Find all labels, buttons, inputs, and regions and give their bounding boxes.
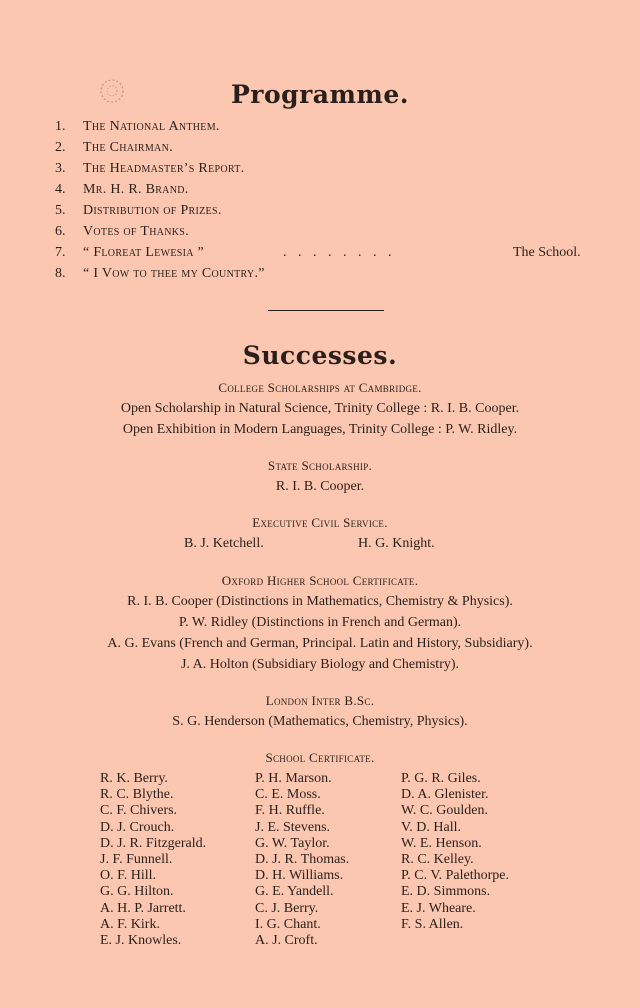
- state-line: R. I. B. Cooper.: [275, 479, 365, 494]
- list-item: R. C. Blythe.: [100, 787, 174, 803]
- section-divider: [268, 310, 384, 311]
- programme-item-text: The National Anthem.: [83, 119, 220, 134]
- school-certificate-column-1: [100, 771, 206, 949]
- list-item: R. K. Berry.: [100, 771, 168, 786]
- programme-item-text: Votes of Thanks.: [83, 224, 189, 239]
- london-heading: London Inter B.Sc.: [265, 693, 375, 708]
- programme-item-text: Mr. H. R. Brand.: [83, 182, 189, 197]
- programme-item-number: 6.: [55, 224, 66, 239]
- programme-item-number: 5.: [55, 203, 66, 218]
- list-item: D. J. R. Thomas.: [255, 851, 350, 867]
- programme-item-text: “ Floreat Lewesia ”: [83, 245, 205, 260]
- oxford-line: J. A. Holton (Subsidiary Biology and Chemistry).: [180, 657, 460, 672]
- programme-item-number: 3.: [55, 161, 66, 176]
- programme-item-number: 7.: [55, 245, 66, 260]
- list-item: P. G. R. Giles.: [401, 771, 481, 786]
- list-item: F. H. Ruffle.: [255, 803, 325, 819]
- list-item: G. W. Taylor.: [255, 835, 330, 851]
- programme-item: [55, 221, 615, 242]
- programme-item-number: 1.: [55, 119, 66, 134]
- programme-list: [55, 116, 615, 284]
- list-item: W. E. Henson.: [401, 835, 482, 851]
- list-item: G. E. Yandell.: [255, 884, 334, 900]
- programme-item-text: The Headmaster’s Report.: [83, 161, 245, 176]
- programme-item: [55, 137, 615, 158]
- programme-item: [55, 263, 615, 284]
- cambridge-heading: College Scholarships at Cambridge.: [218, 380, 422, 395]
- list-item: C. J. Berry.: [255, 900, 319, 916]
- programme-item-number: 4.: [55, 182, 66, 197]
- programme-item: [55, 158, 615, 179]
- programme-item: [55, 200, 615, 221]
- oxford-line: R. I. B. Cooper (Distinctions in Mathematics, Chemistry & Physics).: [127, 594, 513, 609]
- school-certificate-heading: School Certificate.: [265, 750, 375, 765]
- school-certificate-column-3: [401, 771, 509, 933]
- state-heading: State Scholarship.: [267, 458, 373, 473]
- list-item: J. F. Funnell.: [100, 851, 173, 867]
- list-item: I. G. Chant.: [255, 916, 321, 932]
- programme-title: Programme.: [230, 80, 409, 109]
- cambridge-line: Open Scholarship in Natural Science, Trinity College : R. I. B. Cooper.: [120, 401, 520, 416]
- list-item: D. J. R. Fitzgerald.: [100, 835, 207, 851]
- school-certificate-column-2: [255, 771, 349, 949]
- list-item: G. G. Hilton.: [100, 884, 174, 900]
- civil-service-heading: Executive Civil Service.: [252, 515, 388, 530]
- list-item: P. C. V. Palethorpe.: [401, 868, 509, 884]
- list-item: D. H. Williams.: [255, 868, 344, 884]
- programme-item-number: 2.: [55, 140, 66, 155]
- programme-item-text: “ I Vow to thee my Country.”: [83, 266, 265, 281]
- list-item: F. S. Allen.: [401, 916, 464, 932]
- programme-item-text: The Chairman.: [83, 140, 173, 155]
- list-item: R. C. Kelley.: [401, 851, 474, 867]
- list-item: W. C. Goulden.: [401, 803, 488, 819]
- civil-service-name: B. J. Ketchell.: [184, 536, 264, 551]
- oxford-line: A. G. Evans (French and German, Principal. Latin and History, Subsidiary).: [107, 636, 533, 651]
- list-item: J. E. Stevens.: [255, 819, 331, 835]
- programme-item: [55, 116, 615, 137]
- list-item: E. J. Wheare.: [401, 900, 476, 916]
- cambridge-line: Open Exhibition in Modern Languages, Trinity College : P. W. Ridley.: [122, 422, 518, 437]
- programme-item-text: Distribution of Prizes.: [83, 203, 222, 218]
- programme-item-performer: The School.: [513, 245, 581, 260]
- list-item: V. D. Hall.: [401, 819, 462, 835]
- list-item: A. H. P. Jarrett.: [100, 900, 186, 916]
- oxford-line: P. W. Ridley (Distinctions in French and German).: [178, 615, 462, 630]
- list-item: D. A. Glenister.: [401, 787, 489, 803]
- programme-leader-dots: . . . . . . . .: [283, 245, 396, 260]
- list-item: C. F. Chivers.: [100, 803, 178, 819]
- oxford-heading: Oxford Higher School Certificate.: [221, 573, 419, 588]
- programme-item: [55, 242, 615, 263]
- list-item: P. H. Marson.: [255, 771, 332, 786]
- list-item: O. F. Hill.: [100, 868, 157, 884]
- list-item: A. J. Croft.: [255, 932, 318, 948]
- list-item: A. F. Kirk.: [100, 916, 160, 932]
- list-item: C. E. Moss.: [255, 787, 321, 803]
- london-line: S. G. Henderson (Mathematics, Chemistry, Physics).: [172, 714, 468, 729]
- successes-title: Successes.: [242, 341, 398, 370]
- list-item: D. J. Crouch.: [100, 819, 175, 835]
- civil-service-name: H. G. Knight.: [358, 536, 435, 551]
- programme-item-number: 8.: [55, 266, 66, 281]
- list-item: E. D. Simmons.: [401, 884, 491, 900]
- list-item: E. J. Knowles.: [100, 932, 182, 948]
- programme-item: [55, 179, 615, 200]
